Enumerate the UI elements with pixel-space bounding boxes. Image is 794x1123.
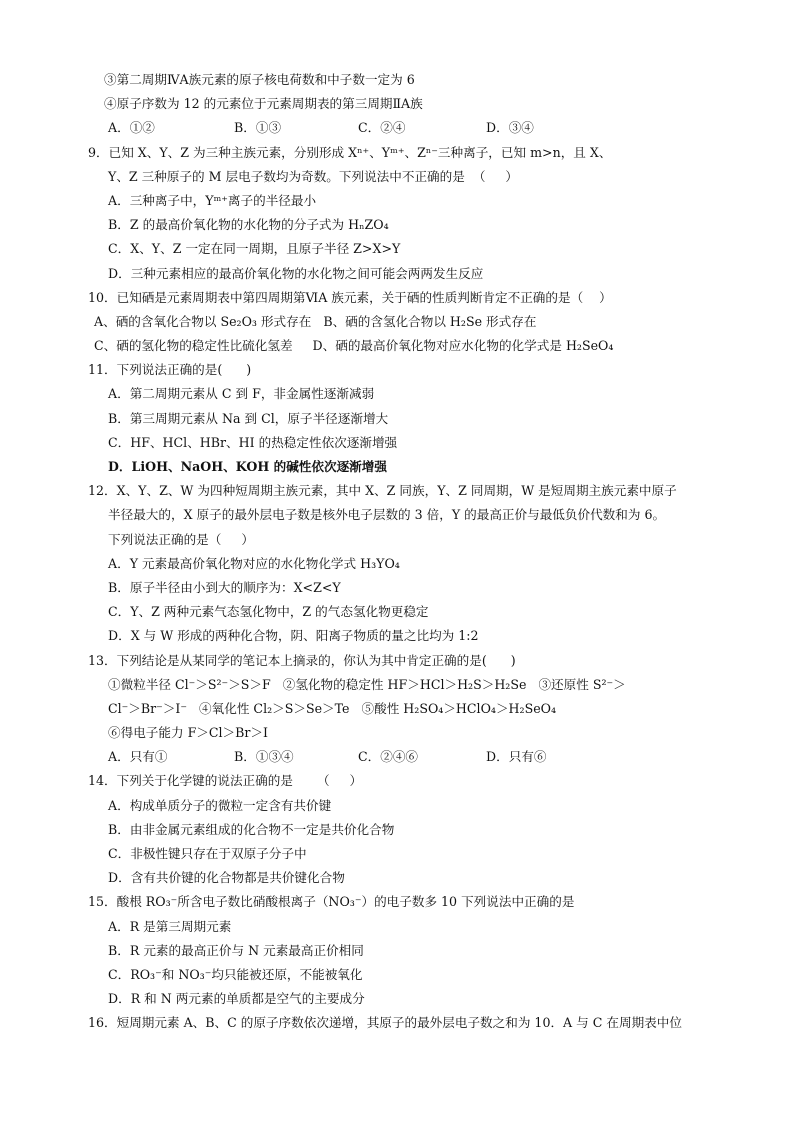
- text-line: A．构成单质分子的微粒一定含有共价键: [108, 797, 332, 813]
- text-line: D．R 和 N 两元素的单质都是空气的主要成分: [108, 991, 365, 1007]
- text-line: C．X、Y、Z 一定在同一周期，且原子半径 Z>X>Y: [108, 241, 401, 257]
- text-line: 12．X、Y、Z、W 为四种短周期主族元素，其中 X、Z 同族，Y、Z 同周期，W 是短周期主族元素中原子: [88, 483, 677, 499]
- text-line: B．Z 的最高价氧化物的水化物的分子式为 HₙZO₄: [108, 217, 389, 233]
- text-line: B．R 元素的最高正价与 N 元素最高正价相同: [108, 942, 364, 958]
- text-line: 15．酸根 RO₃⁻所含电子数比硝酸根离子（NO₃⁻）的电子数多 10 下列说法中正确的是: [88, 894, 575, 910]
- text-line: ④原子序数为 12 的元素位于元素周期表的第三周期ⅡA族: [104, 96, 423, 112]
- text-line: A．R 是第三周期元素: [108, 918, 232, 934]
- text-line: 9．已知 X、Y、Z 为三种主族元素，分别形成 Xⁿ⁺、Yᵐ⁺、Zⁿ⁻三种离子，已知 m>n，且 X、: [88, 144, 612, 160]
- text-line: 10．已知硒是元素周期表中第四周期第ⅥA 族元素，关于硒的性质判断肯定不正确的是（ ）: [88, 289, 612, 305]
- text-line: D．三种元素相应的最高价氧化物的水化物之间可能会两两发生反应: [108, 265, 484, 281]
- text-line: D．X 与 W 形成的两种化合物，阴、阳离子物质的量之比均为 1:2: [108, 628, 479, 644]
- text-line: 11．下列说法正确的是( ): [88, 362, 252, 378]
- answer-options: [0, 116, 794, 140]
- exam-page: [0, 68, 794, 1036]
- answer-option: B．①③④: [234, 749, 294, 765]
- text-line: ①微粒半径 Cl⁻＞S²⁻＞S＞F ②氢化物的稳定性 HF＞HCl＞H₂S＞H₂Se ③还原性 S²⁻＞: [108, 676, 626, 692]
- text-line: D．含有共价键的化合物都是共价键化合物: [108, 870, 345, 886]
- answer-option: C．②④: [358, 120, 406, 136]
- text-line: 14．下列关于化学键的说法正确的是 （ ）: [88, 773, 363, 789]
- answer-option: D．只有⑥: [486, 749, 547, 765]
- text-line: Y、Z 三种原子的 M 层电子数均为奇数。下列说法中不正确的是 （ ）: [108, 168, 519, 184]
- text-line: ⑥得电子能力 F＞Cl＞Br＞I: [108, 725, 268, 741]
- answer-option: C．②④⑥: [358, 749, 419, 765]
- answer-option: D．③④: [486, 120, 534, 136]
- text-line: B．由非金属元素组成的化合物不一定是共价化合物: [108, 821, 395, 837]
- text-line: A．第二周期元素从 C 到 F，非金属性逐渐减弱: [108, 386, 375, 402]
- text-line: C．RO₃⁻和 NO₃⁻均只能被还原，不能被氧化: [108, 966, 363, 982]
- text-line: A．三种离子中，Yᵐ⁺离子的半径最小: [108, 192, 317, 208]
- text-line: C、硒的氢化物的稳定性比硫化氢差 D、硒的最高价氧化物对应水化物的化学式是 H₂SeO₄: [94, 338, 614, 354]
- answer-option: A．只有①: [108, 749, 168, 765]
- text-line: 半径最大的，X 原子的最外层电子数是核外电子层数的 3 倍，Y 的最高正价与最低负价代数和为 6。: [108, 507, 666, 523]
- text-line: 13．下列结论是从某同学的笔记本上摘录的，你认为其中肯定正确的是( ): [88, 652, 516, 668]
- text-line: D．LiOH、NaOH、KOH 的碱性依次逐渐增强: [108, 459, 387, 474]
- text-line: B．第三周期元素从 Na 到 Cl，原子半径逐渐增大: [108, 410, 389, 426]
- text-line: C．HF、HCl、HBr、HI 的热稳定性依次逐渐增强: [108, 434, 398, 450]
- answer-option: A．①②: [108, 120, 155, 136]
- text-line: Cl⁻＞Br⁻＞I⁻ ④氧化性 Cl₂＞S＞Se＞Te ⑤酸性 H₂SO₄＞HClO₄＞H₂SeO₄: [108, 700, 557, 716]
- text-line: ③第二周期ⅣA族元素的原子核电荷数和中子数一定为 6: [104, 72, 415, 87]
- text-line: 16．短周期元素 A、B、C 的原子序数依次递增，其原子的最外层电子数之和为 10．A 与 C 在周期表中位: [88, 1015, 682, 1031]
- answer-options: [0, 745, 794, 769]
- question-lines: [0, 68, 794, 1036]
- answer-option: B．①③: [234, 120, 282, 136]
- text-line: 下列说法正确的是（ ）: [108, 531, 254, 547]
- text-line: B．原子半径由小到大的顺序为：X<Z<Y: [108, 579, 341, 595]
- text-line: A．Y 元素最高价氧化物对应的水化物化学式 H₃YO₄: [108, 555, 400, 571]
- text-line: A、硒的含氧化合物以 Se₂O₃ 形式存在 B、硒的含氢化合物以 H₂Se 形式存在: [94, 313, 537, 329]
- text-line: C．非极性键只存在于双原子分子中: [108, 846, 307, 861]
- text-line: C．Y、Z 两种元素气态氢化物中，Z 的气态氢化物更稳定: [108, 604, 429, 620]
